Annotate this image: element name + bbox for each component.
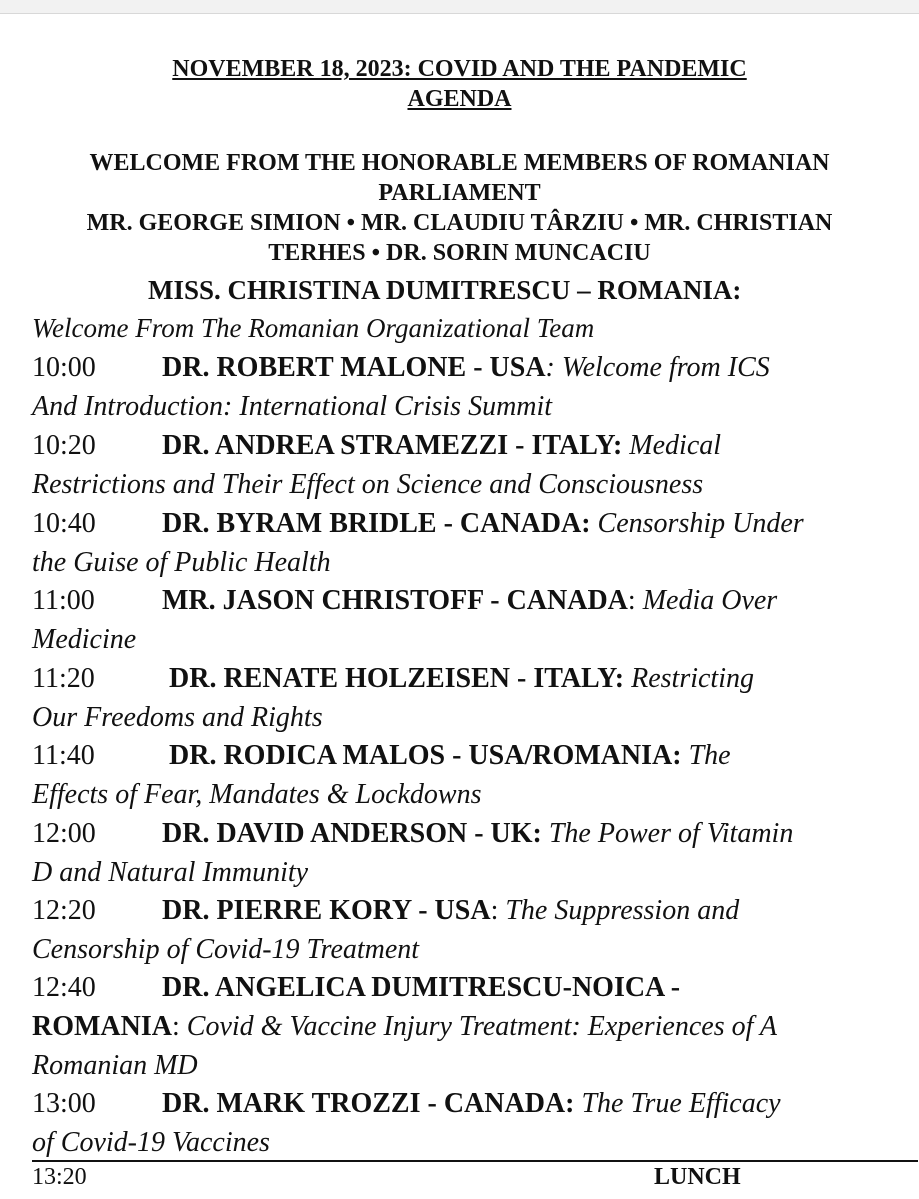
entry-topic-continued: the Guise of Public Health [32, 547, 331, 578]
entry-topic-continued: Our Freedoms and Rights [32, 702, 323, 733]
entry-speaker: DR. PIERRE KORY - USA [162, 895, 491, 926]
host-topic: Welcome From The Romanian Organizational Team [32, 313, 595, 343]
entry-speaker-continued: ROMANIA [32, 1011, 172, 1042]
entry-topic-continued: of Covid-19 Vaccines [32, 1127, 270, 1158]
entry-separator: : [172, 1011, 180, 1042]
entry-time: 10:20 [32, 430, 96, 461]
entry-time: 11:00 [32, 585, 95, 616]
entry-time: 12:00 [32, 818, 96, 849]
entry-speaker: DR. ANDREA STRAMEZZI - ITALY: [162, 430, 623, 461]
welcome-heading-line1: WELCOME FROM THE HONORABLE MEMBERS OF ROMANIAN [89, 150, 830, 176]
page-subtitle: AGENDA [407, 86, 512, 112]
agenda-entry [32, 968, 912, 1085]
agenda-entry [32, 1084, 912, 1162]
entry-topic: Media Over [635, 585, 778, 616]
agenda-entry [32, 891, 912, 969]
entry-topic-continued: Effects of Fear, Mandates & Lockdowns [32, 779, 482, 810]
entry-topic: Censorship Under [590, 508, 804, 539]
entry-speaker: DR. MARK TROZZI - CANADA: [162, 1088, 575, 1119]
entry-topic-continued: Romanian MD [32, 1050, 198, 1081]
entry-topic: Covid & Vaccine Injury Treatment: Experiences of A [179, 1011, 777, 1042]
members-line1: MR. GEORGE SIMION • MR. CLAUDIU TÂRZIU • MR. CHRISTIAN [86, 210, 833, 236]
members-line2: TERHES • DR. SORIN MUNCACIU [268, 240, 651, 266]
agenda-entry [32, 348, 912, 426]
entry-time: 12:40 [32, 972, 96, 1003]
entry-separator: : [627, 585, 636, 616]
agenda-entry [32, 814, 912, 892]
entry-speaker: DR. RODICA MALOS - USA/ROMANIA: [162, 740, 682, 771]
entry-speaker: DR. ROBERT MALONE - USA [162, 352, 546, 383]
page-title: NOVEMBER 18, 2023: COVID AND THE PANDEMIC [172, 56, 747, 82]
agenda-entry [32, 504, 912, 582]
entry-topic-continued: Censorship of Covid-19 Treatment [32, 934, 420, 965]
host-name: MISS. CHRISTINA DUMITRESCU – ROMANIA: [148, 275, 742, 305]
entry-topic: Medical [622, 430, 722, 461]
entry-time: 13:00 [32, 1088, 96, 1119]
entry-speaker: MR. JASON CHRISTOFF - CANADA [162, 585, 628, 616]
lunch-row [32, 1160, 918, 1190]
entry-separator: : [545, 352, 555, 383]
welcome-heading-line2: PARLIAMENT [378, 180, 541, 206]
lunch-time: 13:20 [32, 1164, 87, 1190]
agenda-entry [32, 736, 912, 814]
entry-topic-continued: Restrictions and Their Effect on Science and Consciousness [32, 469, 704, 500]
entry-separator: : [490, 895, 499, 926]
entry-speaker: DR. RENATE HOLZEISEN - ITALY: [162, 663, 625, 694]
entry-topic: The True Efficacy [574, 1088, 781, 1119]
entry-speaker: DR. BYRAM BRIDLE - CANADA: [162, 508, 591, 539]
entry-time: 10:40 [32, 508, 96, 539]
entry-topic: The [681, 740, 731, 771]
entry-topic-continued: Medicine [32, 624, 137, 655]
entry-topic-continued: And Introduction: International Crisis Summit [32, 391, 553, 422]
entry-speaker: DR. DAVID ANDERSON - UK: [162, 818, 542, 849]
entry-topic: The Power of Vitamin [541, 818, 794, 849]
entry-speaker: DR. ANGELICA DUMITRESCU-NOICA - [162, 972, 681, 1003]
entry-time: 10:00 [32, 352, 96, 383]
entry-time: 12:20 [32, 895, 96, 926]
entry-topic: Restricting [624, 663, 754, 694]
lunch-label: LUNCH [654, 1164, 741, 1190]
entry-time: 11:40 [32, 740, 95, 771]
entry-topic: Welcome from ICS [554, 352, 770, 383]
entry-topic-continued: D and Natural Immunity [32, 857, 309, 888]
agenda-entry [32, 659, 912, 737]
entry-topic: The Suppression and [498, 895, 740, 926]
agenda-entry [32, 581, 912, 659]
agenda-entry [32, 426, 912, 504]
entry-time: 11:20 [32, 663, 95, 694]
